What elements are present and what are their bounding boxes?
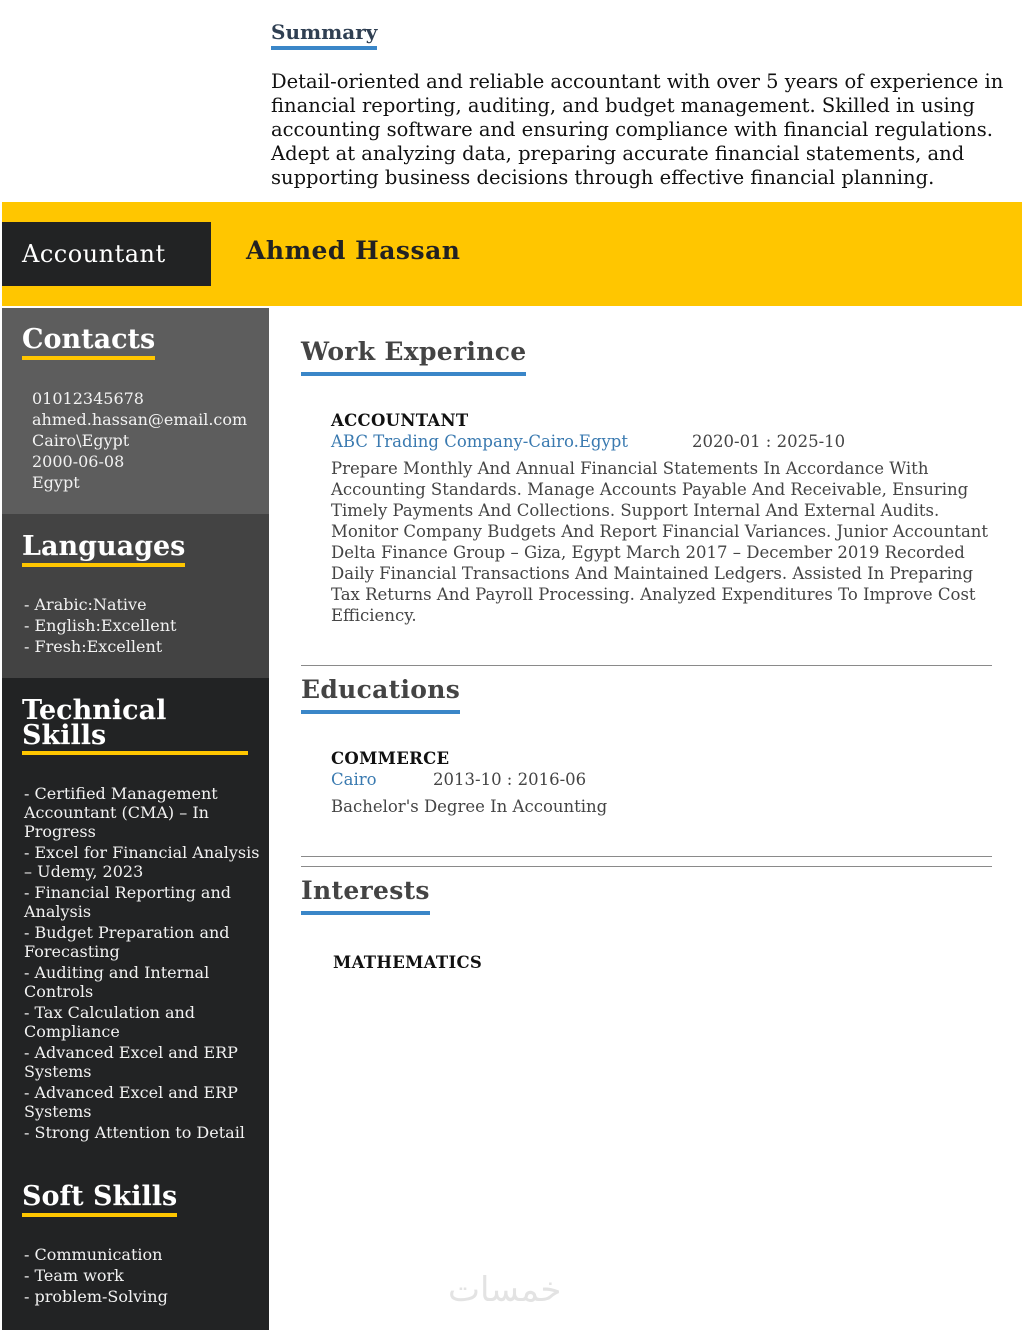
skill-item: - Budget Preparation and Forecasting bbox=[24, 923, 230, 961]
summary-text: Detail-oriented and reliable accountant with over 5 years of experience in financial reporting, auditing, and budget management. Skilled in using accounting software and ensuring compliance with financial regulations. Adept at analyzing data, preparing accurate financial statements, and supporting business decisions through effective financial planning. bbox=[271, 70, 1004, 189]
skill-item: - Advanced Excel and ERP Systems bbox=[24, 1043, 238, 1081]
contact-phone: 01012345678 bbox=[32, 389, 144, 408]
company-name: ABC Trading Company-Cairo.Egypt bbox=[331, 432, 628, 451]
technical-skills-title-line2: Skills bbox=[22, 720, 107, 751]
soft-skills-list bbox=[24, 1244, 168, 1307]
technical-skills-list bbox=[24, 784, 260, 1144]
summary-title: Summary bbox=[271, 20, 377, 50]
contact-city: Cairo\Egypt bbox=[32, 431, 130, 450]
work-description: Prepare Monthly And Annual Financial Statements In Accordance With Accounting Standards. Manage Accounts Payable And Receivable, Ensuring Timely Payments And Collections. Support Internal And External Audits. Monitor Company Budgets And Report Financial Variances. Junior Accountant Delta Finance Group – Giza, Egypt March 2017 – December 2019 Recorded Daily Financial Transactions And Maintained Ledgers. Assisted In Preparing Tax Returns And Payroll Processing. Analyzed Expenditures To Improve Cost Efficiency. bbox=[331, 459, 989, 625]
soft-skill-item: - Team work bbox=[24, 1266, 124, 1285]
person-name: Ahmed Hassan bbox=[246, 236, 461, 265]
skill-item: - Strong Attention to Detail bbox=[24, 1123, 245, 1142]
skill-item: - Tax Calculation and Compliance bbox=[24, 1003, 196, 1041]
skill-item: - Advanced Excel and ERP Systems bbox=[24, 1083, 238, 1121]
language-item: - Fresh:Excellent bbox=[24, 637, 163, 656]
degree-title: COMMERCE bbox=[331, 749, 450, 768]
soft-skill-item: - Communication bbox=[24, 1245, 163, 1264]
summary-section bbox=[271, 20, 1023, 190]
languages-section bbox=[2, 514, 269, 678]
interests-section-title: Interests bbox=[301, 877, 430, 915]
work-dates: 2020-01 : 2025-10 bbox=[692, 432, 846, 451]
technical-skills-title-line1: Technical bbox=[22, 695, 167, 726]
contacts-title: Contacts bbox=[22, 327, 155, 360]
skill-item: - Auditing and Internal Controls bbox=[24, 963, 210, 1001]
contacts-list bbox=[32, 388, 247, 493]
languages-title: Languages bbox=[22, 534, 185, 567]
sidebar bbox=[2, 308, 269, 1330]
skill-item: - Excel for Financial Analysis – Udemy, 2023 bbox=[24, 843, 260, 881]
contacts-section bbox=[2, 308, 269, 514]
language-item: - Arabic:Native bbox=[24, 595, 147, 614]
contact-country: Egypt bbox=[32, 473, 80, 492]
soft-skills-title: Soft Skills bbox=[22, 1184, 177, 1217]
contact-email: ahmed.hassan@email.com bbox=[32, 410, 248, 429]
work-section-title: Work Experince bbox=[301, 338, 526, 376]
education-dates: 2013-10 : 2016-06 bbox=[433, 770, 587, 789]
skill-item: - Financial Reporting and Analysis bbox=[24, 883, 231, 921]
job-title: ACCOUNTANT bbox=[331, 411, 469, 430]
skills-panel bbox=[2, 678, 269, 1330]
watermark-logo: خمسات bbox=[448, 1270, 562, 1310]
language-item: - English:Excellent bbox=[24, 616, 177, 635]
role-title: Accountant bbox=[2, 222, 211, 286]
education-section-title: Educations bbox=[301, 676, 460, 714]
languages-list bbox=[24, 594, 176, 657]
contact-birthdate: 2000-06-08 bbox=[32, 452, 125, 471]
interest-item: MATHEMATICS bbox=[333, 953, 483, 972]
divider bbox=[301, 665, 992, 666]
education-description: Bachelor's Degree In Accounting bbox=[331, 797, 608, 816]
skill-item: - Certified Management Accountant (CMA) – In Progress bbox=[24, 784, 218, 841]
soft-skill-item: - problem-Solving bbox=[24, 1287, 168, 1306]
technical-skills-title bbox=[22, 695, 248, 755]
divider bbox=[301, 866, 992, 867]
education-place: Cairo bbox=[331, 770, 377, 789]
divider bbox=[301, 856, 992, 857]
